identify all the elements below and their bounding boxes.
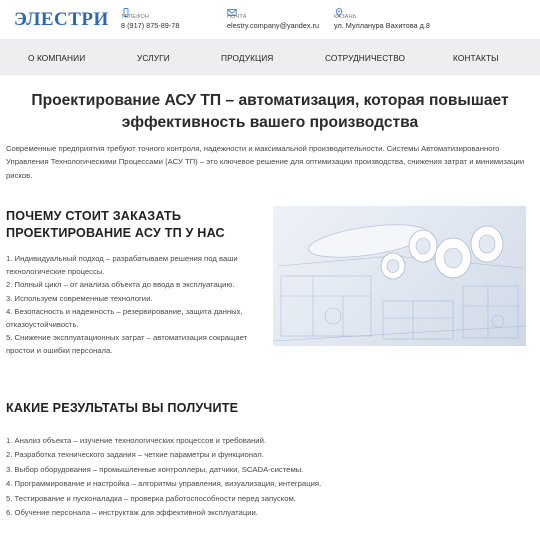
phone-number[interactable]: 8 (917) 875-89-78 bbox=[121, 21, 180, 30]
list-item: 6. Обучение персонала – инструктаж для эффективной эксплуатации. bbox=[6, 508, 258, 518]
site-header bbox=[0, 0, 540, 39]
page-title: Проектирование АСУ ТП – автоматизация, которая повышает эффективность вашего производства bbox=[31, 92, 509, 131]
email-address[interactable]: elestry.company@yandex.ru bbox=[227, 21, 320, 30]
why-us-list bbox=[6, 252, 264, 358]
address-caption: КАЗАНЬ bbox=[334, 14, 357, 20]
nav-item-about[interactable]: О КОМПАНИИ bbox=[28, 53, 86, 63]
site-logo[interactable]: ЭЛЕСТРИ bbox=[14, 9, 109, 30]
nav-item-services[interactable]: УСЛУГИ bbox=[137, 53, 170, 63]
results-heading: КАКИЕ РЕЗУЛЬТАТЫ ВЫ ПОЛУЧИТЕ bbox=[6, 401, 239, 415]
list-item: 1. Анализ объекта – изучение технологических процессов и требований. bbox=[6, 436, 267, 445]
blueprints-image bbox=[273, 206, 526, 346]
mail-icon bbox=[227, 4, 237, 13]
nav-item-products[interactable]: ПРОДУКЦИЯ bbox=[221, 53, 274, 63]
results-list bbox=[6, 434, 531, 520]
contact-address bbox=[334, 4, 430, 30]
why-us-heading: ПОЧЕМУ СТОИТ ЗАКАЗАТЬ ПРОЕКТИРОВАНИЕ АСУ ТП У НАС bbox=[6, 209, 225, 240]
contact-email bbox=[227, 4, 319, 30]
blueprints-illustration bbox=[273, 206, 526, 346]
list-item: 2. Полный цикл – от анализа объекта до ввода в эксплуатацию. bbox=[6, 280, 235, 290]
address-value: ул. Мулланура Вахитова д.8 bbox=[334, 21, 430, 30]
list-item: 5. Снижение эксплуатационных затрат – автоматизация сокращает простои и ошибки персонала. bbox=[6, 333, 248, 356]
list-item: 5. Тестирование и пусконаладка – проверка работоспособности перед запуском. bbox=[6, 493, 296, 503]
list-item: 2. Разработка технического задания – четкие параметры и функционал. bbox=[6, 450, 264, 460]
list-item: 1. Индивидуальный подход – разрабатываем решения под ваши технологические процессы. bbox=[6, 254, 238, 277]
contact-phone bbox=[121, 4, 179, 30]
phone-icon bbox=[121, 4, 131, 13]
list-item: 4. Программирование и настройка – алгоритмы управления, визуализация, интеграция. bbox=[6, 479, 322, 489]
list-item: 4. Безопасность и надежность – резервирование, защита данных, отказоустойчивость. bbox=[6, 306, 243, 330]
list-item: 3. Используем современные технологии. bbox=[6, 293, 153, 303]
location-icon bbox=[334, 4, 344, 13]
nav-item-cooperation[interactable]: СОТРУДНИЧЕСТВО bbox=[325, 53, 406, 63]
main-nav bbox=[0, 39, 540, 75]
email-caption: ПОЧТА bbox=[227, 14, 247, 20]
intro-paragraph: Современные предприятия требуют точного контроля, надежности и максимальной производительности. Системы Автоматизированного Управления Технологическими Процессами (АСУ ТП) – это ключевое решение для оптимизации производства, снижения затрат и минимизации рисков. bbox=[6, 144, 525, 180]
phone-caption: ТЕЛЕФОН bbox=[121, 14, 150, 20]
nav-item-contacts[interactable]: КОНТАКТЫ bbox=[453, 53, 499, 63]
list-item: 3. Выбор оборудования – промышленные контроллеры, датчики, SCADA-системы. bbox=[6, 464, 304, 474]
